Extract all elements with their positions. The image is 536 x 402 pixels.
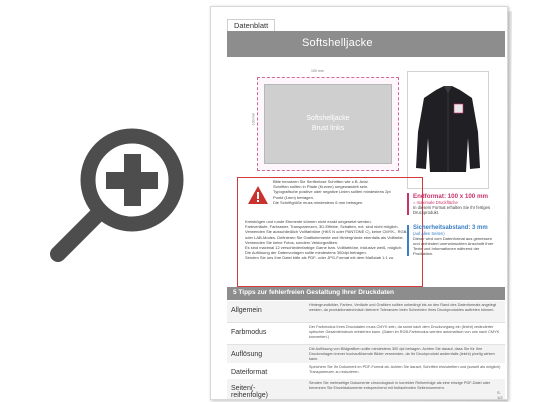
safety-desc: Dieser wird vom Datenformat aus gemessen und verhindert unerwünschten Anschnitt Ihrer Texte und Informationen während der Produktion.: [413, 236, 494, 256]
safety-title: Sicherheitsabstand: 3 mm: [413, 225, 488, 231]
guideline-item: Verwenden Sie keine Fotos, sondern Vektorgrafiken.: [245, 239, 339, 245]
datasheet-preview[interactable]: [210, 6, 508, 400]
tip-text: Senden Sie mehrseitige Dokumente chronologisch in korrekter Reihenfolge als eine einzige PDF-Datei oder benennen Sie Einzeldokumente entsprechend mit fortlaufenden Seitennummern.: [309, 381, 491, 390]
print-area-inner: [264, 84, 392, 164]
print-area-box: [257, 77, 399, 171]
title-bar: [227, 31, 505, 57]
font-guidelines: [273, 179, 398, 205]
tip-row: [227, 379, 505, 400]
tip-text: Hintergrundbilder, Farben, Verläufe und Grafiken sollten unbedingt bis an den Rand des Datenformats angelegt werden, da produktionstechnisch kleinere Toleranzen beim Schneiden Ihres Druckproduktes auftreten können.: [309, 303, 497, 312]
tips-header: [227, 287, 505, 300]
guideline-item: Farbverläufe, Farbraster, Transparenzen, 3D-Effekte, Schatten, ect. sind nicht möglich.: [245, 224, 399, 230]
tip-text: Der Farbmodus Ihres Druckdaten muss CMYK sein, da sonst nach dem Druckvorgang ein (leicht) veränderter optischer Gesamteindruck entstehen kann. (Daten im RGB-Farbmodus werden automatisch von uns nach CMYK konvertiert.): [309, 325, 500, 339]
datasheet-tab: Datenblatt: [227, 19, 275, 32]
endformat-subtitle: = maximale Druckfläche: [413, 200, 458, 205]
endformat-title: Endformat: 100 x 100 mm: [413, 193, 488, 200]
safety-margin-note: [407, 225, 499, 256]
safety-subtitle: (auf allen Seiten): [413, 231, 445, 236]
magnifier-plus-icon[interactable]: [44, 118, 194, 268]
dimension-side: 100 mm: [251, 112, 256, 126]
product-title: Softshelljacke: [302, 37, 373, 49]
guideline-item: Die Auflösung der Datenvorlagen sollte mindestens 300dpi betragen.: [245, 250, 367, 256]
tips-title: 5 Tipps zur fehlerfreien Gestaltung Ihrer Druckdaten: [233, 289, 394, 296]
tip-label: Allgemein: [231, 307, 262, 314]
guideline-item: Es sind maximal 12 verschiedenfarbige Garne bzw. Vollfarbtöne, inklusive weiß, möglich.: [245, 245, 403, 251]
page-number: S. 1/2: [497, 390, 503, 400]
tip-label: Dateiformat: [231, 369, 268, 376]
warning-triangle-icon: [247, 185, 269, 205]
guideline-item: Die Schriftgröße muss mindestens 6 mm betragen.: [273, 199, 364, 205]
magnifier-handle: [58, 212, 100, 254]
tip-label: Auflösung: [231, 351, 263, 358]
guideline-item: Verwenden Sie ausschließlich Vollfarbtöne (HKS N oder PANTONE C), keine CMYK-, RGB-, oder LAB-Modes. Definieren Sie Grafikelemente und Hintergründe ebenfalls als Vollfarbe.: [245, 229, 409, 240]
plus-horizontal: [106, 172, 158, 189]
guideline-item: Senden Sie uns Ihre Datei bitte als PDF- oder JPG-Format mit dem Maßstab 1:1 zu.: [245, 255, 395, 261]
tip-label: Seiten(-reihenfolge): [231, 385, 268, 399]
jacket-image: [407, 71, 489, 189]
endformat-desc: In diesem Format erhalten Sie Ihr fertiges: [413, 205, 491, 210]
dimension-top: 100 mm: [311, 69, 324, 73]
guideline-item: Schriften sollten in Pfade (Kurven) umgewandelt sein.: [273, 184, 369, 190]
print-area-position: Brust links: [311, 125, 345, 132]
endformat-note: [407, 193, 499, 215]
jacket-illustration: [408, 72, 488, 188]
tip-text: Die Auflösung von Bildgrafiken sollte mindestens 300 dpi betragen. Achten Sie darauf, dass Sie für Ihre Druckvorlagen immer hochauflösende Bilder verwenden, da Ihr Druckprodukt andernfalls (leicht) pixelig wirken kann.: [309, 347, 495, 361]
design-guidelines: [245, 219, 415, 261]
guideline-item: Kreisbögen und runde Elemente können nicht exakt umgesetzt werden.: [245, 219, 372, 224]
tip-text: Speichern Sie Ihr Dokument im PDF-Format ab. Achten Sie darauf, Schriften einzubetten und (soweit als möglich) Transparenzen zu reduzieren.: [309, 365, 501, 374]
tip-row: [227, 323, 505, 345]
print-area-label: Softshelljacke: [306, 115, 350, 122]
tip-row: [227, 301, 505, 323]
endformat-desc-2: Druckprodukt.: [413, 210, 440, 215]
guideline-item: Bitte benutzen Sie Serifenlose Schriften wie z.B. Arial.: [273, 179, 369, 184]
guideline-item: Typografische positive oder negative Linien sollten mindestens 2pt Punkt (1mm) betragen.: [273, 189, 391, 200]
tip-label: Farbmodus: [231, 329, 267, 336]
